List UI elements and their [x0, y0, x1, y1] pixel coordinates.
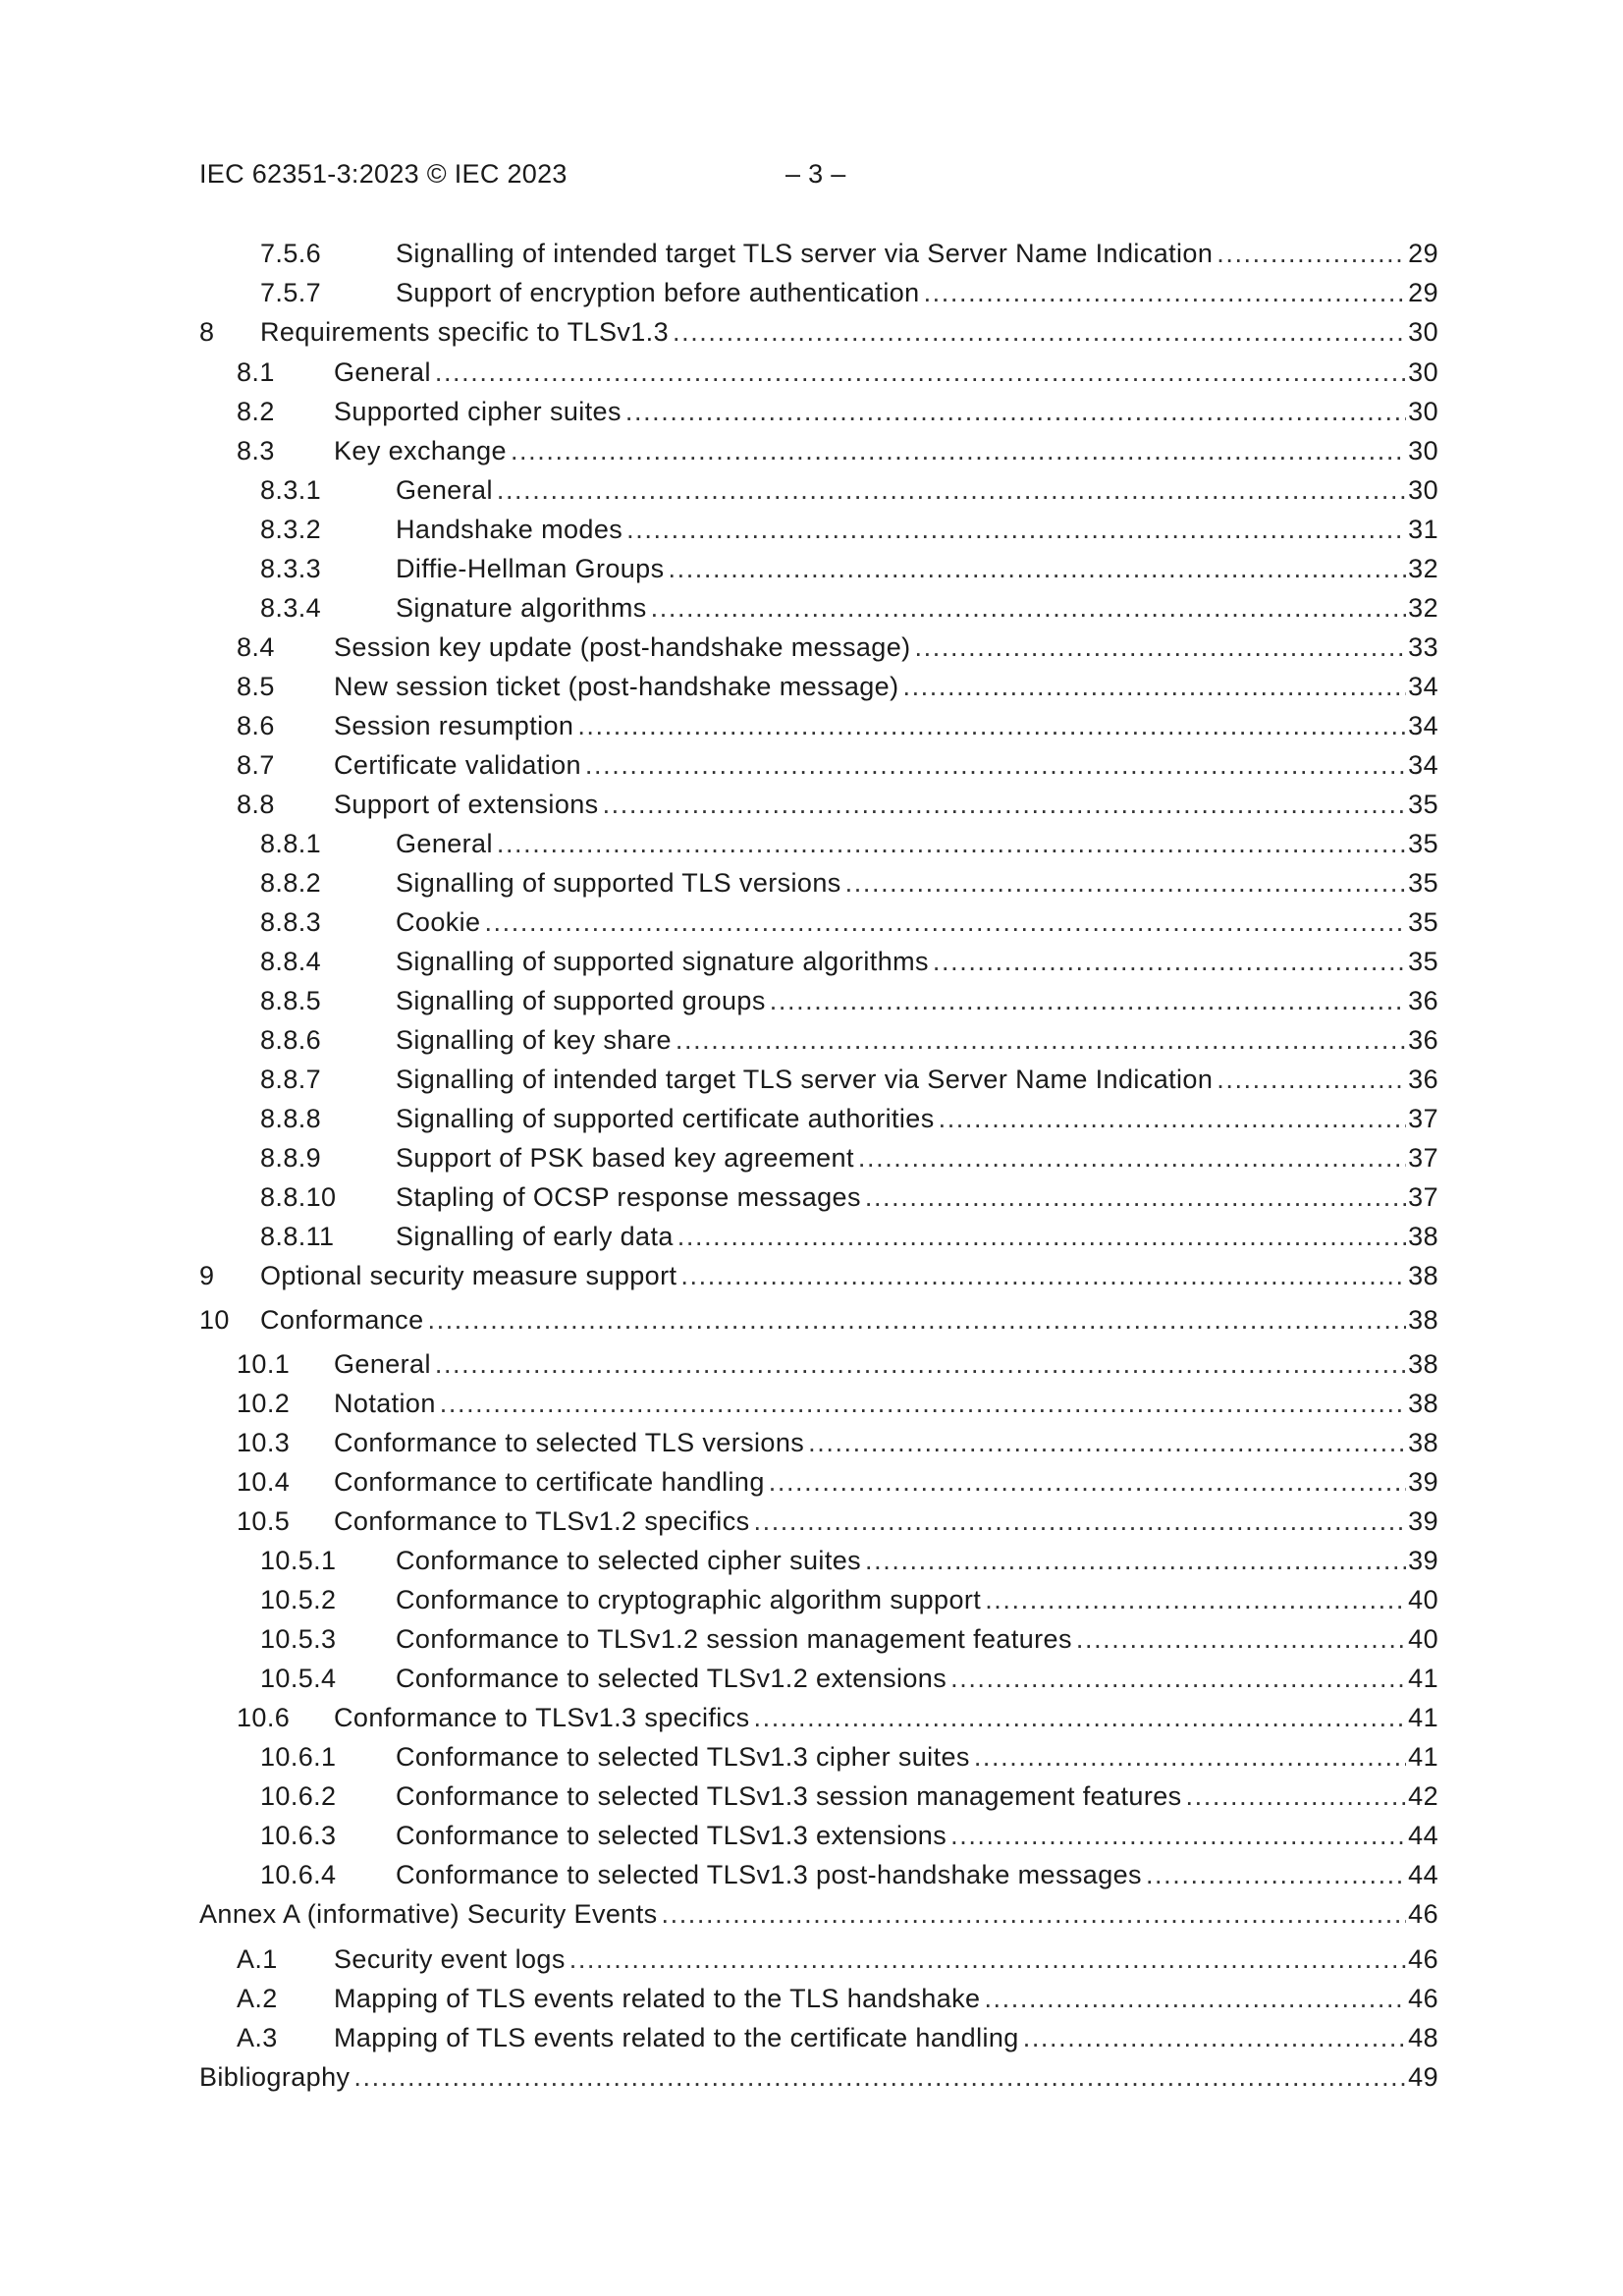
toc-entry-page: 35	[1408, 868, 1438, 898]
toc-entry-number: 10	[199, 1305, 230, 1335]
toc-entry-page: 40	[1408, 1624, 1438, 1654]
toc-entry-title: Annex A (informative) Security Events	[199, 1899, 658, 1929]
toc-entry-page: 49	[1408, 2062, 1438, 2092]
toc-entry[interactable]	[199, 394, 1438, 429]
toc-entry-number: 10.5.4	[260, 1664, 337, 1693]
toc-entry[interactable]	[199, 1700, 1438, 1735]
toc-dot-leader	[915, 629, 1407, 665]
toc-entry-title: Support of PSK based key agreement	[396, 1143, 854, 1173]
toc-entry-number: 10.5	[237, 1506, 291, 1536]
toc-entry[interactable]	[199, 1582, 1438, 1617]
toc-dot-leader	[497, 472, 1406, 508]
toc-dot-leader	[845, 865, 1406, 901]
toc-entry[interactable]	[199, 433, 1438, 468]
toc-dot-leader	[625, 394, 1406, 429]
toc-entry[interactable]	[199, 1179, 1438, 1215]
toc-entry-page: 30	[1408, 317, 1438, 347]
toc-dot-leader	[1076, 1621, 1406, 1657]
toc-dot-leader	[673, 314, 1406, 350]
toc-dot-leader	[669, 551, 1407, 586]
toc-entry-title: Conformance to selected cipher suites	[396, 1546, 862, 1575]
toc-entry[interactable]	[199, 1543, 1438, 1578]
toc-entry-title: Supported cipher suites	[334, 397, 622, 426]
toc-entry-page: 41	[1408, 1742, 1438, 1772]
toc-entry-number: 8.8.2	[260, 868, 322, 898]
toc-entry-title: Conformance to selected TLSv1.3 cipher suites	[396, 1742, 970, 1772]
toc-dot-leader	[985, 1582, 1406, 1617]
toc-entry-title: Certificate validation	[334, 750, 581, 780]
toc-entry-title: Signalling of supported TLS versions	[396, 868, 841, 898]
toc-entry-number: 8.8.7	[260, 1065, 322, 1094]
toc-dot-leader	[427, 1302, 1406, 1338]
toc-entry-title: Conformance to selected TLSv1.3 extensions	[396, 1821, 947, 1850]
toc-entry-title: Signalling of intended target TLS server via Server Name Indication	[396, 239, 1214, 268]
toc-entry[interactable]	[199, 1661, 1438, 1696]
toc-entry-page: 38	[1408, 1222, 1438, 1251]
toc-entry-title: Support of extensions	[334, 790, 599, 819]
toc-entry-page: 36	[1408, 986, 1438, 1015]
toc-entry-page: 39	[1408, 1506, 1438, 1536]
toc-entry-number: 8.4	[237, 632, 275, 662]
toc-entry-page: 30	[1408, 397, 1438, 426]
toc-dot-leader	[435, 355, 1406, 390]
toc-entry-title: Key exchange	[334, 436, 507, 465]
toc-entry-page: 42	[1408, 1781, 1438, 1811]
toc-entry[interactable]	[199, 983, 1438, 1018]
toc-entry[interactable]	[199, 472, 1438, 508]
toc-dot-leader	[651, 590, 1407, 626]
toc-entry-title: Cookie	[396, 907, 481, 937]
toc-entry-number: 8.3.2	[260, 515, 322, 544]
toc-entry-title: Conformance to selected TLSv1.3 post-handshake messages	[396, 1860, 1142, 1889]
toc-entry-number: 8.3.1	[260, 475, 322, 505]
toc-entry-title: Conformance	[260, 1305, 424, 1335]
toc-entry-page: 32	[1408, 554, 1438, 583]
toc-entry-page: 35	[1408, 947, 1438, 976]
toc-entry-title: Conformance to selected TLSv1.2 extensions	[396, 1664, 947, 1693]
toc-entry-number: 10.6	[237, 1703, 291, 1732]
toc-entry-title: Notation	[334, 1389, 436, 1418]
toc-entry-title: Conformance to TLSv1.2 session management features	[396, 1624, 1072, 1654]
toc-entry-title: New session ticket (post-handshake message)	[334, 672, 899, 701]
toc-dot-leader	[769, 1464, 1406, 1500]
toc-entry-title: Bibliography	[199, 2062, 351, 2092]
toc-entry-title: Requirements specific to TLSv1.3	[260, 317, 669, 347]
toc-dot-leader	[569, 1941, 1406, 1977]
toc-entry-page: 30	[1408, 436, 1438, 465]
toc-entry[interactable]	[199, 1022, 1438, 1058]
toc-entry-page: 38	[1408, 1428, 1438, 1457]
toc-entry-number: 10.6.2	[260, 1781, 337, 1811]
toc-entry-number: 8.3	[237, 436, 275, 465]
toc-entry-number: 8.8.5	[260, 986, 322, 1015]
toc-entry[interactable]	[199, 826, 1438, 861]
toc-entry[interactable]	[199, 904, 1438, 940]
toc-dot-leader	[1186, 1778, 1407, 1814]
toc-entry-number: 10.5.1	[260, 1546, 337, 1575]
toc-dot-leader	[603, 787, 1407, 822]
toc-entry-number: 8.8.10	[260, 1182, 337, 1212]
toc-entry[interactable]	[199, 1258, 1438, 1293]
toc-entry-number: 8.8.4	[260, 947, 322, 976]
toc-entry[interactable]	[199, 1346, 1438, 1382]
toc-entry[interactable]	[199, 629, 1438, 665]
toc-dot-leader	[585, 747, 1406, 783]
toc-dot-leader	[662, 1896, 1407, 1932]
toc-dot-leader	[676, 1022, 1406, 1058]
toc-entry-number: 10.6.4	[260, 1860, 337, 1889]
toc-entry[interactable]	[199, 1739, 1438, 1775]
toc-dot-leader	[754, 1503, 1407, 1539]
toc-entry-page: 37	[1408, 1143, 1438, 1173]
toc-entry[interactable]	[199, 314, 1438, 350]
toc-entry-page: 44	[1408, 1860, 1438, 1889]
toc-entry-page: 37	[1408, 1104, 1438, 1133]
toc-entry[interactable]	[199, 1818, 1438, 1853]
toc-dot-leader	[974, 1739, 1406, 1775]
toc-entry-number: 10.2	[237, 1389, 291, 1418]
toc-entry-page: 44	[1408, 1821, 1438, 1850]
toc-dot-leader	[754, 1700, 1407, 1735]
toc-dot-leader	[865, 1179, 1406, 1215]
toc-entry-title: Conformance to certificate handling	[334, 1467, 765, 1497]
toc-entry[interactable]	[199, 1140, 1438, 1175]
table-of-contents	[199, 0, 1438, 2296]
toc-entry[interactable]	[199, 1503, 1438, 1539]
toc-dot-leader	[858, 1140, 1406, 1175]
toc-entry-title: Stapling of OCSP response messages	[396, 1182, 861, 1212]
toc-entry-page: 32	[1408, 593, 1438, 623]
toc-dot-leader	[984, 1981, 1406, 2016]
toc-entry-page: 38	[1408, 1305, 1438, 1335]
toc-entry-title: Conformance to cryptographic algorithm support	[396, 1585, 982, 1614]
toc-entry-page: 48	[1408, 2023, 1438, 2052]
toc-entry-page: 36	[1408, 1025, 1438, 1055]
toc-entry[interactable]	[199, 1101, 1438, 1136]
toc-entry[interactable]	[199, 1621, 1438, 1657]
toc-entry-number: 10.6.3	[260, 1821, 337, 1850]
toc-entry-page: 36	[1408, 1065, 1438, 1094]
toc-entry-number: 10.4	[237, 1467, 291, 1497]
toc-entry-number: 8.6	[237, 711, 275, 740]
toc-entry[interactable]	[199, 1386, 1438, 1421]
toc-entry-title: Mapping of TLS events related to the certificate handling	[334, 2023, 1019, 2052]
toc-entry-number: 8.3.3	[260, 554, 322, 583]
toc-entry-number: 8.8.6	[260, 1025, 322, 1055]
toc-entry-title: General	[334, 357, 431, 387]
toc-entry-page: 39	[1408, 1467, 1438, 1497]
toc-entry-number: 8.8.1	[260, 829, 322, 858]
toc-dot-leader	[1217, 1062, 1406, 1097]
toc-entry[interactable]	[199, 1302, 1438, 1338]
toc-entry-title: Conformance to TLSv1.2 specifics	[334, 1506, 750, 1536]
toc-entry-page: 30	[1408, 357, 1438, 387]
toc-entry[interactable]	[199, 787, 1438, 822]
toc-entry[interactable]	[199, 944, 1438, 979]
toc-dot-leader	[680, 1258, 1406, 1293]
toc-entry-number: 8.8.11	[260, 1222, 335, 1251]
toc-entry[interactable]	[199, 669, 1438, 704]
toc-entry-title: Signalling of intended target TLS server via Server Name Indication	[396, 1065, 1214, 1094]
toc-entry-title: General	[396, 475, 493, 505]
toc-entry-page: 34	[1408, 672, 1438, 701]
toc-entry[interactable]	[199, 1857, 1438, 1892]
toc-entry[interactable]	[199, 590, 1438, 626]
toc-entry-title: Session key update (post-handshake message)	[334, 632, 911, 662]
toc-entry[interactable]	[199, 865, 1438, 901]
toc-entry-title: Signalling of key share	[396, 1025, 672, 1055]
toc-dot-leader	[865, 1543, 1406, 1578]
toc-entry-number: 8.8.9	[260, 1143, 322, 1173]
toc-entry-page: 35	[1408, 907, 1438, 937]
toc-entry-number: 8.2	[237, 397, 275, 426]
toc-entry-page: 34	[1408, 711, 1438, 740]
toc-entry-title: Conformance to selected TLSv1.3 session management features	[396, 1781, 1182, 1811]
toc-entry-number: 8.7	[237, 750, 275, 780]
toc-entry-page: 33	[1408, 632, 1438, 662]
toc-entry-page: 46	[1408, 1944, 1438, 1974]
toc-entry-page: 31	[1408, 515, 1438, 544]
toc-dot-leader	[1217, 236, 1406, 271]
toc-entry[interactable]	[199, 1896, 1438, 1932]
toc-entry-number: A.2	[237, 1984, 278, 2013]
toc-entry-number: 10.6.1	[260, 1742, 337, 1772]
toc-dot-leader	[950, 1818, 1406, 1853]
toc-entry-page: 35	[1408, 790, 1438, 819]
toc-entry[interactable]	[199, 236, 1438, 271]
toc-entry-number: 8.8.3	[260, 907, 322, 937]
toc-entry[interactable]	[199, 2020, 1438, 2055]
toc-dot-leader	[1023, 2020, 1406, 2055]
toc-entry[interactable]	[199, 747, 1438, 783]
toc-entry-page: 41	[1408, 1703, 1438, 1732]
toc-entry[interactable]	[199, 1981, 1438, 2016]
toc-entry-title: Session resumption	[334, 711, 574, 740]
toc-entry-title: Signalling of early data	[396, 1222, 674, 1251]
toc-entry-title: Signature algorithms	[396, 593, 647, 623]
toc-entry-number: 10.5.2	[260, 1585, 337, 1614]
toc-dot-leader	[950, 1661, 1406, 1696]
toc-entry[interactable]	[199, 275, 1438, 310]
toc-entry-number: 10.1	[237, 1349, 291, 1379]
toc-entry-number: 8.3.4	[260, 593, 322, 623]
toc-entry-title: Signalling of supported signature algorithms	[396, 947, 929, 976]
toc-entry-page: 38	[1408, 1389, 1438, 1418]
toc-entry-page: 29	[1408, 278, 1438, 307]
toc-entry-number: 8	[199, 317, 215, 347]
page-number: – 3 –	[785, 159, 846, 189]
toc-entry-page: 46	[1408, 1899, 1438, 1929]
toc-dot-leader	[677, 1219, 1406, 1254]
toc-dot-leader	[435, 1346, 1406, 1382]
toc-dot-leader	[484, 904, 1406, 940]
toc-entry[interactable]	[199, 708, 1438, 743]
document-identifier: IEC 62351-3:2023 © IEC 2023	[199, 159, 568, 189]
toc-entry-title: Handshake modes	[396, 515, 623, 544]
toc-entry-page: 37	[1408, 1182, 1438, 1212]
toc-entry[interactable]	[199, 551, 1438, 586]
toc-dot-leader	[939, 1101, 1407, 1136]
toc-entry-page: 39	[1408, 1546, 1438, 1575]
toc-dot-leader	[626, 512, 1406, 547]
toc-entry-title: Optional security measure support	[260, 1261, 677, 1290]
toc-entry-page: 35	[1408, 829, 1438, 858]
toc-entry[interactable]	[199, 1778, 1438, 1814]
toc-entry-number: 8.8	[237, 790, 275, 819]
toc-dot-leader	[511, 433, 1406, 468]
toc-entry[interactable]	[199, 1062, 1438, 1097]
toc-entry-number: 10.3	[237, 1428, 291, 1457]
toc-dot-leader	[577, 708, 1406, 743]
toc-entry-number: 7.5.6	[260, 239, 322, 268]
toc-entry-number: 10.5.3	[260, 1624, 337, 1654]
toc-entry-title: Signalling of supported groups	[396, 986, 766, 1015]
toc-entry-title: Conformance to TLSv1.3 specifics	[334, 1703, 750, 1732]
toc-entry-page: 29	[1408, 239, 1438, 268]
toc-entry-title: Support of encryption before authentication	[396, 278, 920, 307]
toc-entry-title: General	[334, 1349, 431, 1379]
toc-entry-title: Mapping of TLS events related to the TLS handshake	[334, 1984, 981, 2013]
toc-dot-leader	[808, 1425, 1406, 1460]
toc-entry-title: Diffie-Hellman Groups	[396, 554, 665, 583]
toc-entry-number: 9	[199, 1261, 215, 1290]
toc-entry-page: 38	[1408, 1261, 1438, 1290]
toc-dot-leader	[902, 669, 1406, 704]
toc-dot-leader	[924, 275, 1407, 310]
toc-entry-page: 30	[1408, 475, 1438, 505]
toc-entry-number: 8.1	[237, 357, 275, 387]
toc-entry-title: Security event logs	[334, 1944, 566, 1974]
toc-entry-title: Conformance to selected TLS versions	[334, 1428, 805, 1457]
toc-entry-page: 46	[1408, 1984, 1438, 2013]
toc-entry-number: A.3	[237, 2023, 278, 2052]
toc-entry-page: 40	[1408, 1585, 1438, 1614]
toc-entry-page: 38	[1408, 1349, 1438, 1379]
toc-dot-leader	[933, 944, 1406, 979]
toc-entry[interactable]	[199, 1464, 1438, 1500]
toc-dot-leader	[770, 983, 1406, 1018]
toc-entry-number: 7.5.7	[260, 278, 322, 307]
toc-dot-leader	[497, 826, 1406, 861]
toc-entry-number: 8.8.8	[260, 1104, 322, 1133]
toc-entry-title: Signalling of supported certificate authorities	[396, 1104, 935, 1133]
toc-entry[interactable]	[199, 1219, 1438, 1254]
toc-entry[interactable]	[199, 1425, 1438, 1460]
toc-entry[interactable]	[199, 2059, 1438, 2095]
toc-entry-number: A.1	[237, 1944, 278, 1974]
toc-entry[interactable]	[199, 355, 1438, 390]
toc-entry-number: 8.5	[237, 672, 275, 701]
toc-entry-page: 41	[1408, 1664, 1438, 1693]
toc-dot-leader	[1146, 1857, 1406, 1892]
toc-dot-leader	[353, 2059, 1406, 2095]
toc-entry[interactable]	[199, 512, 1438, 547]
toc-entry-title: General	[396, 829, 493, 858]
toc-entry[interactable]	[199, 1941, 1438, 1977]
toc-dot-leader	[440, 1386, 1406, 1421]
toc-entry-page: 34	[1408, 750, 1438, 780]
